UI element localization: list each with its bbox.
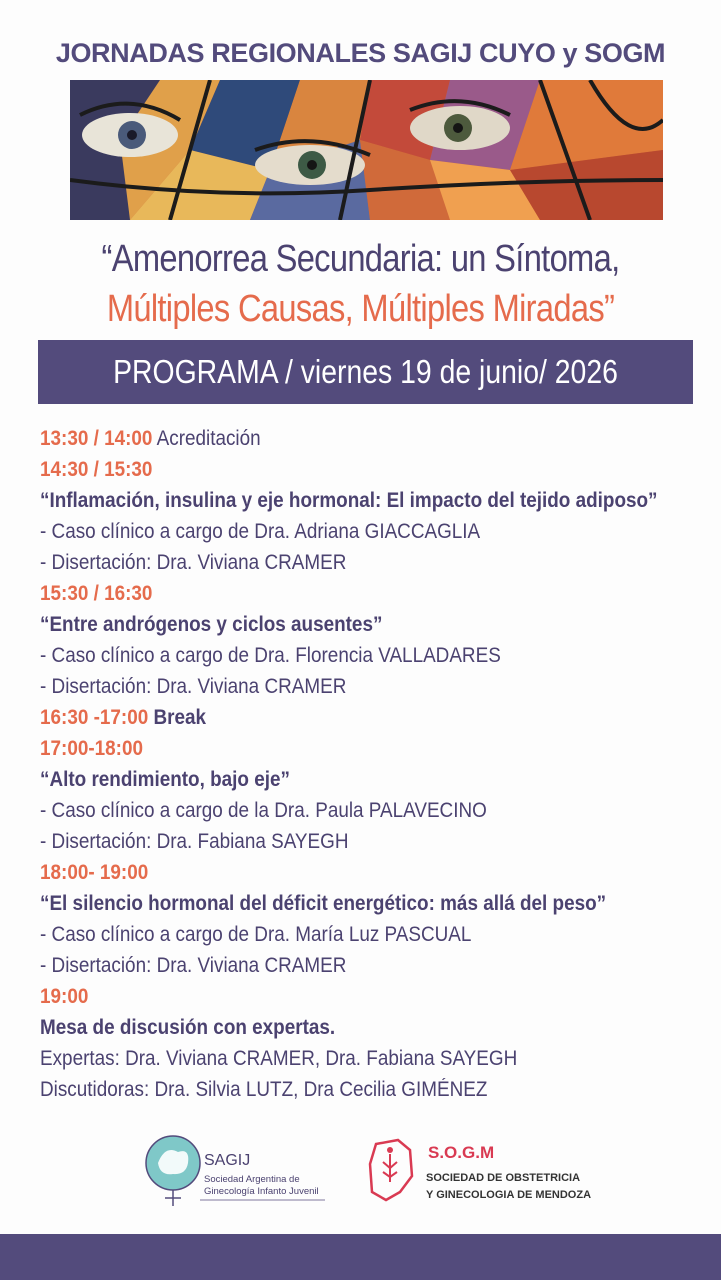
program-date-label: PROGRAMA / viernes 19 de junio/ 2026 bbox=[113, 353, 618, 390]
discussants-line: Discutidoras: Dra. Silvia LUTZ, Dra Cecilia GIMÉNEZ bbox=[40, 1078, 488, 1101]
case-line: - Caso clínico a cargo de Dra. Adriana GIACCAGLIA bbox=[40, 520, 481, 543]
sogm-subtitle-1: SOCIEDAD DE OBSTETRICIA bbox=[426, 1172, 581, 1184]
sagij-name: SAGIJ bbox=[204, 1152, 251, 1169]
sogm-subtitle-2: Y GINECOLOGIA DE MENDOZA bbox=[426, 1189, 592, 1201]
main-title-line2: Múltiples Causas, Múltiples Miradas” bbox=[106, 288, 615, 330]
event-header-title: JORNADAS REGIONALES SAGIJ CUYO y SOGM bbox=[55, 38, 666, 68]
talk-title: “Alto rendimiento, bajo eje” bbox=[40, 768, 290, 791]
case-line: - Caso clínico a cargo de Dra. Florencia VALLADARES bbox=[40, 644, 501, 667]
logos-svg bbox=[0, 1130, 721, 1210]
main-title-line1: “Amenorrea Secundaria: un Síntoma, bbox=[101, 238, 620, 280]
sogm-name: S.O.G.M bbox=[428, 1143, 495, 1162]
schedule-text: Acreditación bbox=[152, 427, 261, 450]
panel-title: Mesa de discusión con expertas. bbox=[40, 1016, 336, 1039]
footer-bar bbox=[0, 1234, 721, 1280]
lecture-line: - Disertación: Dra. Viviana CRAMER bbox=[40, 954, 347, 977]
schedule-line bbox=[40, 981, 652, 1012]
time-slot: 14:30 / 15:30 bbox=[40, 458, 153, 481]
lecture-line: - Disertación: Dra. Viviana CRAMER bbox=[40, 551, 347, 574]
talk-title: “Inflamación, insulina y eje hormonal: El impacto del tejido adiposo” bbox=[40, 489, 658, 512]
lecture-line: - Disertación: Dra. Viviana CRAMER bbox=[40, 675, 347, 698]
sogm-logo bbox=[370, 1140, 591, 1201]
schedule-list bbox=[40, 423, 720, 1105]
schedule-line bbox=[40, 423, 652, 454]
schedule-line bbox=[40, 454, 652, 485]
sagij-logo bbox=[146, 1136, 325, 1206]
time-slot: 19:00 bbox=[40, 985, 89, 1008]
time-slot: 18:00- 19:00 bbox=[40, 861, 149, 884]
time-slot: 13:30 / 14:00 bbox=[40, 427, 153, 450]
break-label: Break bbox=[148, 706, 207, 729]
sagij-subtitle-2: Ginecología Infanto Juvenil bbox=[204, 1186, 319, 1197]
case-line: - Caso clínico a cargo de la Dra. Paula PALAVECINO bbox=[40, 799, 487, 822]
time-slot: 17:00-18:00 bbox=[40, 737, 143, 760]
schedule-line bbox=[40, 733, 652, 764]
schedule-line bbox=[40, 702, 652, 733]
experts-line: Expertas: Dra. Viviana CRAMER, Dra. Fabiana SAYEGH bbox=[40, 1047, 518, 1070]
time-slot: 15:30 / 16:30 bbox=[40, 582, 153, 605]
program-date-banner bbox=[38, 340, 693, 404]
sponsor-logos bbox=[0, 1130, 721, 1210]
case-line: - Caso clínico a cargo de Dra. María Luz PASCUAL bbox=[40, 923, 472, 946]
talk-title: “Entre andrógenos y ciclos ausentes” bbox=[40, 613, 383, 636]
sagij-subtitle-1: Sociedad Argentina de bbox=[204, 1174, 300, 1185]
stained-glass-eyes-image bbox=[70, 80, 663, 220]
talk-title: “El silencio hormonal del déficit energético: más allá del peso” bbox=[40, 892, 607, 915]
schedule-line bbox=[40, 578, 652, 609]
schedule-line bbox=[40, 857, 652, 888]
lecture-line: - Disertación: Dra. Fabiana SAYEGH bbox=[40, 830, 349, 853]
time-slot: 16:30 -17:00 bbox=[40, 706, 149, 729]
